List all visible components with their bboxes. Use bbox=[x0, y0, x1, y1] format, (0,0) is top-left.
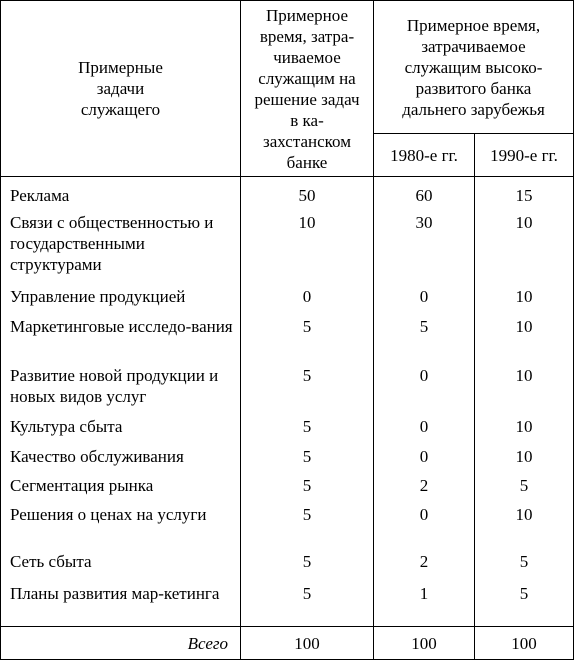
task-cell-text: Сеть сбыта bbox=[10, 552, 92, 572]
kz-bank-value-text: 5 bbox=[302, 447, 312, 467]
value-1990s bbox=[475, 361, 574, 412]
task-cell bbox=[1, 412, 241, 443]
kz-bank-value-text: 5 bbox=[302, 583, 312, 603]
value-1990s-text: 10 bbox=[515, 366, 533, 386]
header-1980s-text: 1980-е гг. bbox=[390, 145, 458, 165]
task-cell-text: Решения о ценах на услуги bbox=[10, 504, 207, 524]
kz-bank-value-text: 5 bbox=[302, 366, 312, 386]
kz-bank-value bbox=[241, 547, 374, 579]
task-cell-text: Культура сбыта bbox=[10, 416, 123, 436]
table-row bbox=[1, 208, 574, 281]
value-1980s-text: 60 bbox=[415, 186, 433, 206]
kz-bank-value-text: 10 bbox=[298, 213, 316, 233]
header-1980s bbox=[374, 134, 475, 177]
value-1980s bbox=[374, 361, 475, 412]
table-row bbox=[1, 471, 574, 500]
kz-bank-value bbox=[241, 361, 374, 412]
value-1990s-text: 10 bbox=[515, 447, 533, 467]
value-1980s bbox=[374, 471, 475, 500]
table-row bbox=[1, 500, 574, 548]
task-cell-text: Сегментация рынка bbox=[10, 476, 154, 495]
value-1990s bbox=[475, 312, 574, 361]
value-1980s-text: 0 bbox=[419, 416, 429, 436]
header-1990s-text: 1990-е гг. bbox=[490, 145, 558, 165]
kz-bank-value-text: 0 bbox=[302, 286, 312, 306]
task-cell-text: Связи с общественностью и государственными структурами bbox=[10, 213, 214, 275]
header-kz-bank bbox=[241, 1, 374, 177]
value-1980s bbox=[374, 312, 475, 361]
task-cell bbox=[1, 361, 241, 412]
value-1990s bbox=[475, 177, 574, 209]
value-1980s-text: 5 bbox=[419, 317, 429, 337]
kz-bank-value-text: 5 bbox=[302, 317, 312, 337]
table-row bbox=[1, 312, 574, 361]
value-1980s bbox=[374, 547, 475, 579]
header-foreign-bank bbox=[374, 1, 574, 134]
value-1990s-text: 10 bbox=[515, 286, 533, 306]
task-cell-text: Качество обслуживания bbox=[10, 447, 184, 467]
task-cell bbox=[1, 547, 241, 579]
kz-bank-value bbox=[241, 208, 374, 281]
value-1980s-text: 0 bbox=[419, 286, 429, 306]
task-cell bbox=[1, 312, 241, 361]
value-1980s bbox=[374, 282, 475, 313]
header-tasks-text: Примерные задачи служащего bbox=[78, 58, 163, 120]
kz-bank-value-text: 5 bbox=[302, 552, 312, 572]
value-1990s bbox=[475, 208, 574, 281]
value-1990s-text: 15 bbox=[515, 186, 533, 206]
value-1990s bbox=[475, 500, 574, 548]
kz-bank-value-text: 5 bbox=[302, 476, 312, 495]
total-label bbox=[1, 627, 241, 660]
value-1990s-text: 10 bbox=[515, 317, 533, 337]
header-foreign-bank-text: Примерное время, затрачиваемое служащим высоко-развитого банка дальнего зарубежья bbox=[402, 15, 545, 119]
task-cell-text: Реклама bbox=[10, 186, 70, 206]
value-1980s-text: 2 bbox=[419, 476, 429, 495]
value-1990s-text: 10 bbox=[515, 416, 533, 436]
task-cell bbox=[1, 208, 241, 281]
value-1990s bbox=[475, 412, 574, 443]
task-cell bbox=[1, 579, 241, 627]
value-1980s bbox=[374, 579, 475, 627]
task-cell-text: Маркетинговые исследо-вания bbox=[10, 317, 233, 337]
task-cell bbox=[1, 442, 241, 471]
value-1990s-text: 5 bbox=[519, 552, 529, 572]
value-1980s bbox=[374, 208, 475, 281]
value-1990s-text: 10 bbox=[515, 504, 533, 524]
kz-bank-value bbox=[241, 412, 374, 443]
value-1980s-text: 0 bbox=[419, 366, 429, 386]
table-row bbox=[1, 177, 574, 209]
value-1980s-text: 30 bbox=[415, 213, 433, 233]
header-tasks bbox=[1, 1, 241, 177]
value-1980s-text: 2 bbox=[419, 552, 429, 572]
value-1990s-text: 5 bbox=[519, 583, 529, 603]
value-1990s-text: 5 bbox=[519, 476, 529, 495]
value-1980s-text: 1 bbox=[419, 583, 429, 603]
value-1980s bbox=[374, 177, 475, 209]
value-1980s-text: 0 bbox=[419, 504, 429, 524]
kz-bank-value bbox=[241, 500, 374, 548]
value-1990s bbox=[475, 442, 574, 471]
table-row bbox=[1, 579, 574, 627]
table-row bbox=[1, 361, 574, 412]
kz-bank-value-text: 5 bbox=[302, 504, 312, 524]
table-row bbox=[1, 442, 574, 471]
value-1980s bbox=[374, 442, 475, 471]
total-label-text: Всего bbox=[187, 633, 228, 653]
task-cell bbox=[1, 177, 241, 209]
task-cell bbox=[1, 282, 241, 313]
table-row bbox=[1, 547, 574, 579]
task-cell bbox=[1, 500, 241, 548]
kz-bank-value bbox=[241, 177, 374, 209]
total-kz-bank bbox=[241, 627, 374, 660]
kz-bank-value bbox=[241, 471, 374, 500]
kz-bank-value bbox=[241, 579, 374, 627]
kz-bank-value bbox=[241, 442, 374, 471]
task-cell bbox=[1, 471, 241, 500]
task-cell-text: Планы развития мар-кетинга bbox=[10, 583, 220, 603]
task-cell-text: Развитие новой продукции и новых видов услуг bbox=[10, 366, 219, 407]
kz-bank-value-text: 50 bbox=[298, 186, 316, 206]
total-kz-bank-text: 100 bbox=[294, 633, 320, 653]
value-1990s-text: 10 bbox=[515, 213, 533, 233]
value-1980s bbox=[374, 412, 475, 443]
kz-bank-value-text: 5 bbox=[302, 416, 312, 436]
total-1980s-text: 100 bbox=[411, 633, 437, 653]
total-1990s bbox=[475, 627, 574, 660]
header-kz-bank-text: Примерное время, затра-чиваемое служащим на решение задач в ка-захстанском банке bbox=[254, 6, 360, 172]
kz-bank-value bbox=[241, 312, 374, 361]
total-1990s-text: 100 bbox=[511, 633, 537, 653]
total-1980s bbox=[374, 627, 475, 660]
value-1990s bbox=[475, 471, 574, 500]
value-1990s bbox=[475, 282, 574, 313]
table-row bbox=[1, 412, 574, 443]
task-cell-text: Управление продукцией bbox=[10, 286, 186, 306]
kz-bank-value bbox=[241, 282, 374, 313]
table-row bbox=[1, 282, 574, 313]
total-row bbox=[1, 627, 574, 660]
header-1990s bbox=[475, 134, 574, 177]
value-1980s-text: 0 bbox=[419, 447, 429, 467]
value-1990s bbox=[475, 547, 574, 579]
value-1990s bbox=[475, 579, 574, 627]
value-1980s bbox=[374, 500, 475, 548]
